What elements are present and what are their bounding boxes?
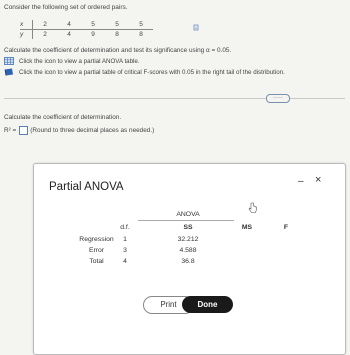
done-button[interactable]: Done xyxy=(182,296,233,313)
section-divider xyxy=(4,98,345,99)
r-squared-row xyxy=(4,126,154,135)
close-icon[interactable]: × xyxy=(315,174,322,186)
ss-header: SS xyxy=(183,224,193,231)
y-value: 4 xyxy=(67,31,71,38)
y-value: 8 xyxy=(115,31,119,38)
x-row xyxy=(20,20,153,30)
y-row xyxy=(20,30,153,40)
intro-text: Consider the following set of ordered pairs. xyxy=(4,4,128,11)
anova-header-rule xyxy=(138,220,234,221)
row-label: Error xyxy=(88,247,105,254)
row-df: 1 xyxy=(123,236,127,243)
partial-anova-dialog xyxy=(33,163,346,355)
y-value: 9 xyxy=(91,31,95,38)
copy-data-icon[interactable] xyxy=(192,24,200,32)
rounding-hint: (Round to three decimal places as needed.) xyxy=(30,127,155,134)
anova-header: ANOVA xyxy=(176,211,200,218)
subtask-text: Calculate the coefficient of determination. xyxy=(4,114,122,121)
anova-table-link[interactable] xyxy=(4,57,140,65)
r-squared-label: R² = xyxy=(4,127,17,134)
x-label: x xyxy=(20,20,33,30)
ms-header: MS xyxy=(241,224,253,231)
x-value: 2 xyxy=(33,20,58,30)
expand-more-button[interactable]: ····· xyxy=(266,94,290,103)
row-ss: 36.8 xyxy=(181,258,195,265)
row-label: Total xyxy=(89,258,104,265)
f-scores-link[interactable] xyxy=(4,68,285,76)
y-value: 2 xyxy=(33,30,58,40)
table-icon[interactable] xyxy=(4,57,14,65)
task-text: Calculate the coefficient of determination and test its significance using α = 0.05. xyxy=(4,47,232,54)
row-label: Regression xyxy=(79,236,114,243)
anova-link-text[interactable]: Click the icon to view a partial ANOVA table. xyxy=(19,57,140,65)
f-scores-link-text[interactable]: Click the icon to view a partial table of critical F-scores with 0.05 in the right tail of the distribution. xyxy=(19,68,285,76)
print-button[interactable]: Print xyxy=(143,296,194,314)
row-ss: 4.588 xyxy=(179,247,197,254)
r-squared-input[interactable] xyxy=(19,126,28,135)
row-df: 4 xyxy=(123,258,127,265)
row-df: 3 xyxy=(123,247,127,254)
dialog-title: Partial ANOVA xyxy=(49,181,124,193)
x-value: 5 xyxy=(129,20,153,30)
df-header: d.f. xyxy=(120,224,130,231)
x-value: 5 xyxy=(81,20,105,30)
y-value: 8 xyxy=(139,31,143,38)
ordered-pairs-table xyxy=(20,20,153,39)
y-label: y xyxy=(20,31,24,38)
anova-table xyxy=(34,164,345,304)
x-value: 4 xyxy=(57,20,81,30)
minimize-icon[interactable]: – xyxy=(298,176,304,187)
row-ss: 32.212 xyxy=(177,236,199,243)
f-header: F xyxy=(283,224,289,231)
book-icon[interactable] xyxy=(4,68,14,76)
x-value: 5 xyxy=(105,20,129,30)
pointer-cursor-icon xyxy=(248,202,258,214)
